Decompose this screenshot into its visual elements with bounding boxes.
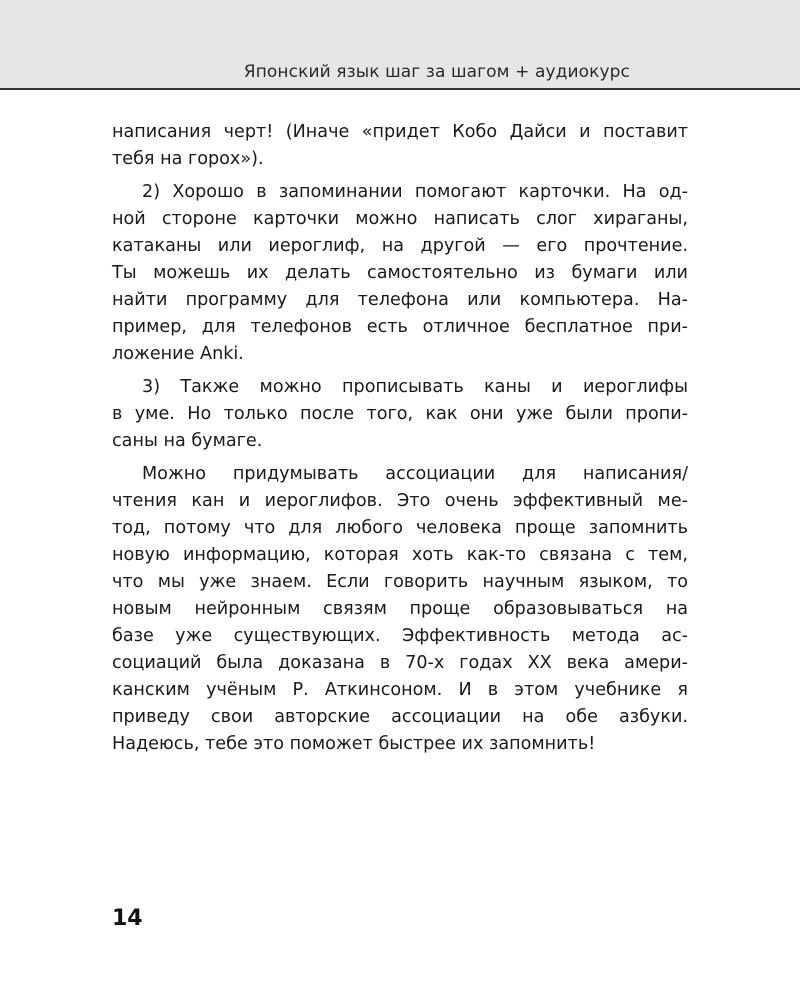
- paragraph: [112, 461, 688, 758]
- text-line: приведу свои авторские ассоциации на обе азбуки.: [112, 707, 688, 727]
- text-line: написания черт! (Иначе «придет Кобо Дайси и поставит: [112, 122, 688, 142]
- text-line: в уме. Но только после того, как они уже были пропи-: [112, 404, 688, 424]
- text-line: что мы уже знаем. Если говорить научным языком, то: [112, 572, 688, 592]
- text-line: новую информацию, которая хоть как-то связана с тем,: [112, 545, 688, 565]
- book-title: Японский язык шаг за шагом + аудиокурс: [243, 62, 630, 82]
- text-line: тебя на горох»).: [112, 149, 264, 169]
- text-line: новым нейронным связям проще образовываться на: [112, 599, 688, 619]
- text-line: катаканы или иероглиф, на другой — его прочтение.: [112, 236, 688, 256]
- running-header: [0, 0, 800, 88]
- text-line: тод, потому что для любого человека проще запомнить: [112, 518, 688, 538]
- text-line: чтения кан и иероглифов. Это очень эффективный ме-: [112, 491, 688, 511]
- page-number: 14: [112, 906, 143, 931]
- text-line: социаций была доказана в 70-х годах XX века амери-: [112, 653, 688, 673]
- text-line: Ты можешь их делать самостоятельно из бумаги или: [112, 263, 688, 283]
- text-line: ной стороне карточки можно написать слог хираганы,: [112, 209, 688, 229]
- paragraph: [112, 119, 688, 173]
- text-line: базе уже существующих. Эффективность метода ас-: [112, 626, 688, 646]
- text-line: найти программу для телефона или компьютера. На-: [112, 290, 688, 310]
- text-line: ложение Anki.: [112, 344, 244, 364]
- header-divider: [0, 88, 800, 90]
- text-line: саны на бумаге.: [112, 431, 263, 451]
- text-line: пример, для телефонов есть отличное бесплатное при-: [112, 317, 688, 337]
- paragraph: [112, 374, 688, 455]
- text-line: Можно придумывать ассоциации для написания/: [142, 464, 688, 484]
- text-line: 2) Хорошо в запоминании помогают карточки. На од-: [142, 182, 688, 202]
- text-line: канским учёным Р. Аткинсоном. И в этом учебнике я: [112, 680, 688, 700]
- text-line: 3) Также можно прописывать каны и иероглифы: [142, 377, 688, 397]
- text-line: Надеюсь, тебе это поможет быстрее их запомнить!: [112, 734, 596, 754]
- body-text: [112, 119, 688, 758]
- paragraph: [112, 179, 688, 368]
